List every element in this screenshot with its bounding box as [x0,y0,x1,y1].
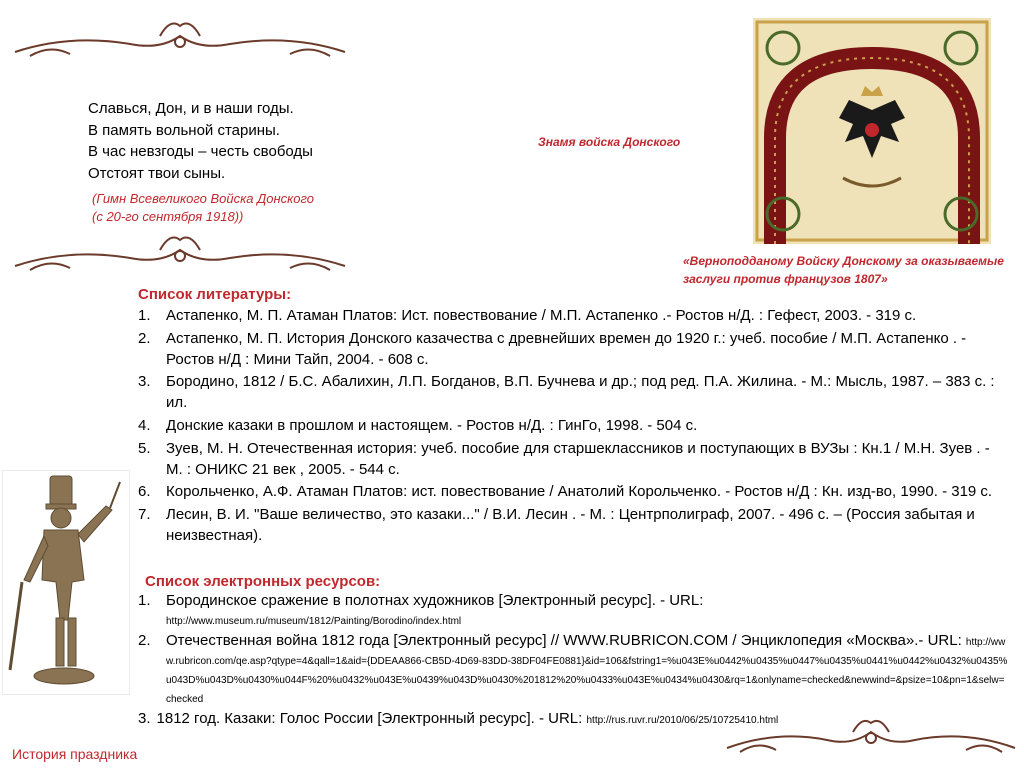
resource-url[interactable]: http://rus.ruvr.ru/2010/06/25/10725410.html [586,715,779,726]
literature-list [138,306,998,549]
banner-caption: Знамя войска Донского [538,135,681,149]
list-item [138,709,1008,728]
list-item-number: 7. [138,506,151,524]
don-banner-icon [753,18,991,244]
list-item-number: 1. [138,307,151,324]
list-item-number: 3. [138,710,151,727]
list-item-text: 1812 год. Казаки: Голос России [Электронный ресурс]. - URL: [156,710,587,727]
ornament-divider-top-icon [10,14,350,64]
list-item-text: Астапенко, М. П. История Донского казачества с древнейших времен до 1920 г.: учеб. пособие / М.П. Астапенко . - Ростов н/Д : Мини Тайп, 2004. - 608 с. [166,329,967,368]
list-item-number: 5. [138,439,151,457]
poem-line: Славься, Дон, и в наши годы. [88,100,294,117]
list-item-text: Донские казаки в прошлом и настоящем. - Ростов н/Д. : ГинГо, 1998. - 504 с. [166,416,698,434]
resources-list [138,591,1008,730]
list-item-text: Отечественная война 1812 года [Электронный ресурс] // WWW.RUBRICON.COM / Энциклопедия «Москва».- URL: [166,632,966,649]
resource-url[interactable]: http://www.museum.ru/museum/1812/Painting/Borodino/index.html [166,616,462,627]
list-item [138,505,998,547]
list-item [138,591,1008,629]
poem-source-line: (с 20-го сентября 1918)) [92,209,244,224]
list-item [138,416,998,437]
list-item-number: 4. [138,416,151,434]
list-item-number: 1. [138,592,151,609]
resources-title: Список электронных ресурсов: [145,573,381,590]
poem-line: В час невзгоды – честь свободы [88,143,313,160]
literature-title: Список литературы: [138,286,292,303]
ornament-divider-middle-icon [10,228,350,278]
list-item-number: 2. [138,329,151,347]
poem-source [92,190,314,226]
footer-holiday-history-link[interactable]: История праздника [12,746,138,762]
list-item-text: Зуев, М. Н. Отечественная история: учеб. пособие для старшеклассников и поступающих в ВУЗы : Кн.1 / М.Н. Зуев . - М. : ОНИКС 21 век , 2005. - 544 с. [166,439,990,478]
list-item-text: Корольченко, А.Ф. Атаман Платов: ист. повествование / Анатолий Корольченко. - Ростов н/Д : Кн. изд-во, 1990. - 319 с. [166,483,993,501]
list-item [138,439,998,481]
list-item-number: 2. [138,632,151,649]
list-item-text: Лесин, В. И. "Ваше величество, это казаки..." / В.И. Лесин . - М. : Центрполиграф, 2007. - 496 с. – (Россия забытая и неизвестная). [166,506,975,544]
list-item-text: Бородинское сражение в полотнах художников [Электронный ресурс]. - URL: [166,592,704,609]
list-item [138,306,998,327]
poem [88,98,313,184]
cossack-statue-icon [2,470,130,695]
list-item-text: Астапенко, М. П. Атаман Платов: Ист. повествование / М.П. Астапенко .- Ростов н/Д. : Гефест, 2003. - 319 с. [166,307,917,324]
resource-url[interactable]: http://www.rubricon.com/qe.asp?qtype=4&qall=1&aid={DDEAA866-CB5D-4D69-83DD-38DF04FE0881}&id=106&fstring1=%u043E%u0442%u0435%u0447%u0435%u0441%u0442%u0432%u0435%u043D%u043D%u0430%u044F%20%u0432%u043E%u0439%u043D%u0430%201812%20%u0433%u043E%u0434%u0430&rq=1&onlyname=checked&newwind=&psize=10&pn=1&selw=checked [166,637,1008,705]
list-item-text: Бородино, 1812 / Б.С. Абалихин, Л.П. Богданов, В.П. Бучнева и др.; под ред. П.А. Жилина. - М.: Мысль, 1987. – 383 с. : ил. [166,373,995,412]
list-item [138,329,998,371]
list-item [138,631,1008,707]
list-item-number: 3. [138,373,151,391]
banner-inscription: «Верноподданому Войску Донскому за оказываемые заслуги против французов 1807» [683,254,1004,286]
list-item [138,482,998,503]
list-item [138,372,998,414]
poem-line: В память вольной старины. [88,121,280,139]
list-item-number: 6. [138,483,151,501]
poem-source-line: (Гимн Всевеликого Войска Донского [92,191,314,206]
poem-line: Отстоят твои сыны. [88,164,226,182]
